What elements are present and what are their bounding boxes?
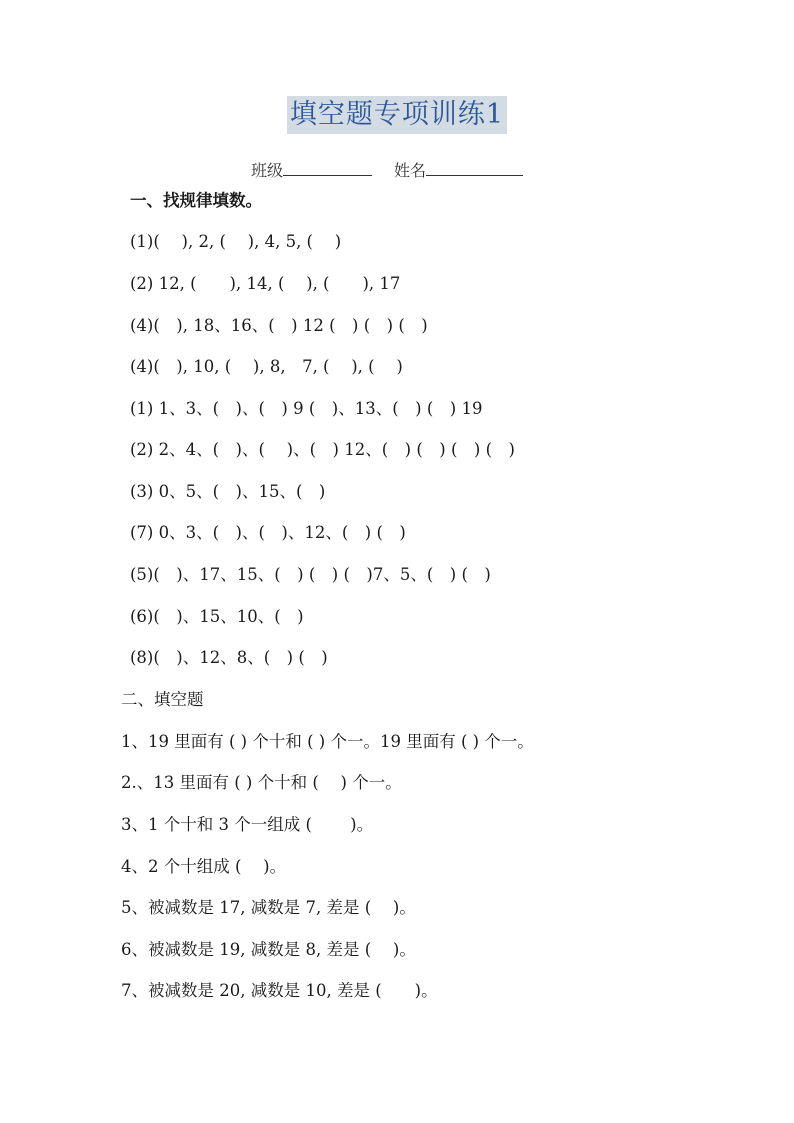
- title-text: 填空题专项训练1: [287, 96, 507, 134]
- pattern-item: (6)( )、15、10、( ): [130, 607, 304, 626]
- pattern-item: (7) 0、3、( )、( )、12、( ) ( ): [130, 523, 406, 542]
- pattern-item: (4)( ), 10, ( ), 8, 7, ( ), ( ): [130, 357, 403, 376]
- fill-item: 3、1 个十和 3 个一组成 ( )。: [121, 815, 374, 834]
- name-blank[interactable]: [426, 159, 523, 176]
- fill-item: 2.、13 里面有 ( ) 个十和 ( ) 个一。: [121, 773, 402, 792]
- pattern-item: (5)( )、17、15、( ) ( ) ( )7、5、( ) ( ): [130, 565, 491, 584]
- pattern-item: (3) 0、5、( )、15、( ): [130, 482, 326, 501]
- section1-heading: 一、找规律填数。: [130, 191, 262, 210]
- class-label: 班级: [251, 161, 284, 180]
- pattern-item: (2) 12, ( ), 14, ( ), ( ), 17: [130, 274, 401, 293]
- section2-heading: 二、填空题: [121, 690, 204, 709]
- page-title: [0, 96, 794, 138]
- pattern-item: (1)( ), 2, ( ), 4, 5, ( ): [130, 232, 342, 251]
- fill-item: 5、被减数是 17, 减数是 7, 差是 ( )。: [121, 898, 416, 917]
- pattern-item: (2) 2、4、( )、( )、( ) 12、( ) ( ) ( ) ( ): [130, 440, 515, 459]
- pattern-item: (4)( ), 18、16、( ) 12 ( ) ( ) ( ): [130, 316, 428, 335]
- student-info: [251, 158, 523, 181]
- pattern-item: (1) 1、3、( )、( ) 9 ( )、13、( ) ( ) 19: [130, 399, 483, 418]
- class-blank[interactable]: [283, 159, 372, 176]
- fill-item: 1、19 里面有 ( ) 个十和 ( ) 个一。19 里面有 ( ) 个一。: [121, 732, 534, 751]
- fill-item: 7、被减数是 20, 减数是 10, 差是 ( )。: [121, 981, 438, 1000]
- pattern-item: (8)( )、12、8、( ) ( ): [130, 648, 328, 667]
- fill-item: 6、被减数是 19, 减数是 8, 差是 ( )。: [121, 940, 416, 959]
- fill-item: 4、2 个十组成 ( )。: [121, 857, 287, 876]
- name-label: 姓名: [394, 161, 427, 180]
